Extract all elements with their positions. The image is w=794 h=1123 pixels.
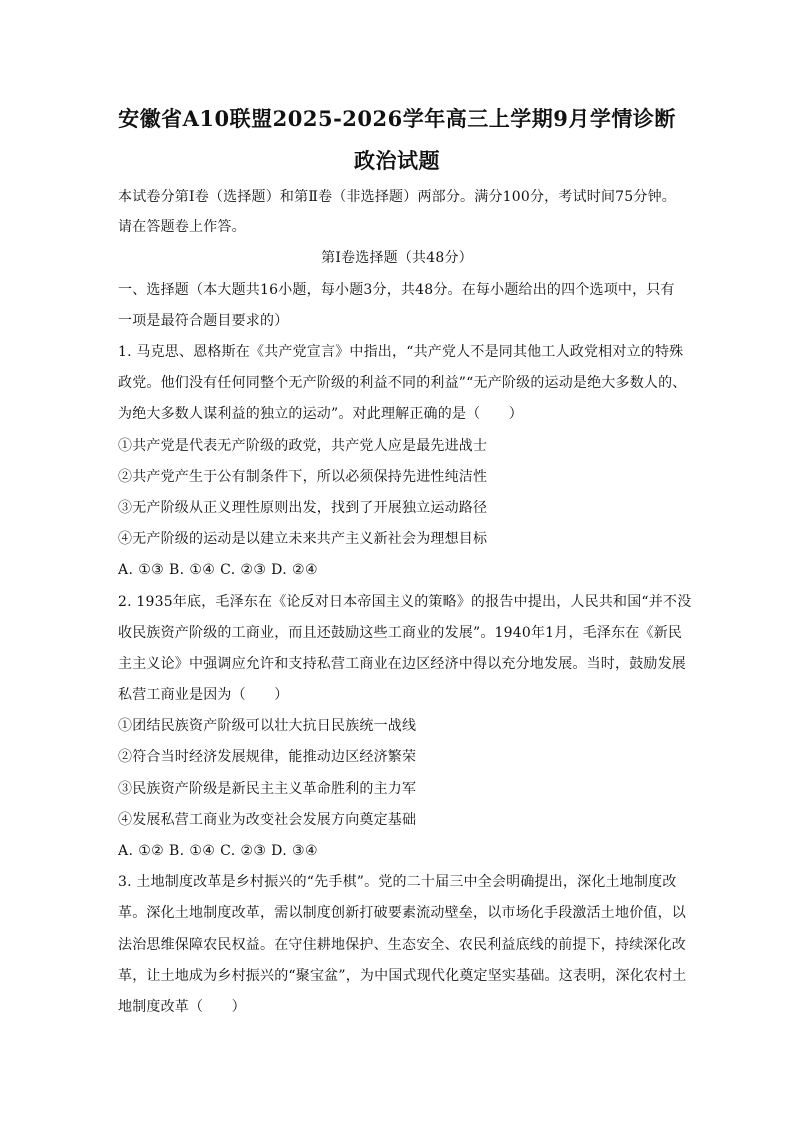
question-2-item: ④发展私营工商业为改变社会发展方向奠定基础 (118, 812, 417, 828)
question-1-item: ③无产阶级从正义理性原则出发，找到了开展独立运动路径 (118, 500, 488, 516)
question-1-item: ④无产阶级的运动是以建立未来共产主义新社会为理想目标 (118, 531, 488, 547)
question-1-choices: A. ①③ B. ①④ C. ②③ D. ②④ (118, 562, 318, 578)
question-1-stem: 为绝大多数人谋利益的独立的运动”。对此理解正确的是（ ） (118, 406, 523, 422)
question-2-item: ②符合当时经济发展规律，能推动边区经济繁荣 (118, 749, 417, 765)
question-1-item: ②共产党产生于公有制条件下，所以必须保持先进性纯洁性 (118, 469, 488, 485)
intro-line: 本试卷分第Ⅰ卷（选择题）和第Ⅱ卷（非选择题）两部分。满分100分，考试时间75分钟。 (118, 189, 676, 205)
exam-title: 安徽省A10联盟2025-2026学年高三上学期9月学情诊断 (118, 106, 676, 131)
question-1-item: ①共产党是代表无产阶级的政党，共产党人应是最先进战士 (118, 438, 488, 454)
question-2-stem: 主主义论》中强调应允许和支持私营工商业在边区经济中得以充分地发展。当时，鼓励发展 (118, 656, 686, 672)
question-2-choices: A. ①② B. ①④ C. ②③ D. ③④ (118, 843, 318, 859)
question-3-stem: 3. 土地制度改革是乡村振兴的“先手棋”。党的二十届三中全会明确提出，深化土地制度改 (118, 874, 677, 890)
question-3-stem: 地制度改革（ ） (118, 999, 246, 1015)
section-instructions: 一、选择题（本大题共16小题，每小题3分，共48分。在每小题给出的四个选项中，只有 (118, 282, 675, 298)
question-2-item: ①团结民族资产阶级可以壮大抗日民族统一战线 (118, 718, 417, 734)
section-instructions: 一项是最符合题目要求的） (118, 313, 289, 329)
question-3-stem: 革，让土地成为乡村振兴的“聚宝盆”，为中国式现代化奠定坚实基础。这表明，深化农村土 (118, 968, 687, 984)
intro-line: 请在答题卷上作答。 (118, 219, 246, 235)
question-3-stem: 革。深化土地制度改革，需以制度创新打破要素流动壁垒，以市场化手段激活土地价值，以 (118, 905, 686, 921)
exam-subject-title: 政治试题 (354, 148, 440, 173)
question-2-item: ③民族资产阶级是新民主主义革命胜利的主力军 (118, 781, 417, 797)
question-1-stem: 政党。他们没有任何同整个无产阶级的利益不同的利益”“无产阶级的运动是绝大多数人的、 (118, 375, 687, 391)
question-3-stem: 法治思维保障农民权益。在守住耕地保护、生态安全、农民利益底线的前提下，持续深化改 (118, 937, 686, 953)
question-2-stem: 收民族资产阶级的工商业，而且还鼓励这些工商业的发展”。1940年1月，毛泽东在《新民 (118, 625, 683, 641)
question-2-stem: 2. 1935年底，毛泽东在《论反对日本帝国主义的策略》的报告中提出，人民共和国“并不没 (118, 594, 692, 610)
section-heading: 第Ⅰ卷选择题（共48分） (321, 250, 473, 266)
question-1-stem: 1. 马克思、恩格斯在《共产党宣言》中指出，“共产党人不是同其他工人政党相对立的特殊 (118, 344, 684, 360)
question-2-stem: 私营工商业是因为（ ） (118, 687, 289, 703)
